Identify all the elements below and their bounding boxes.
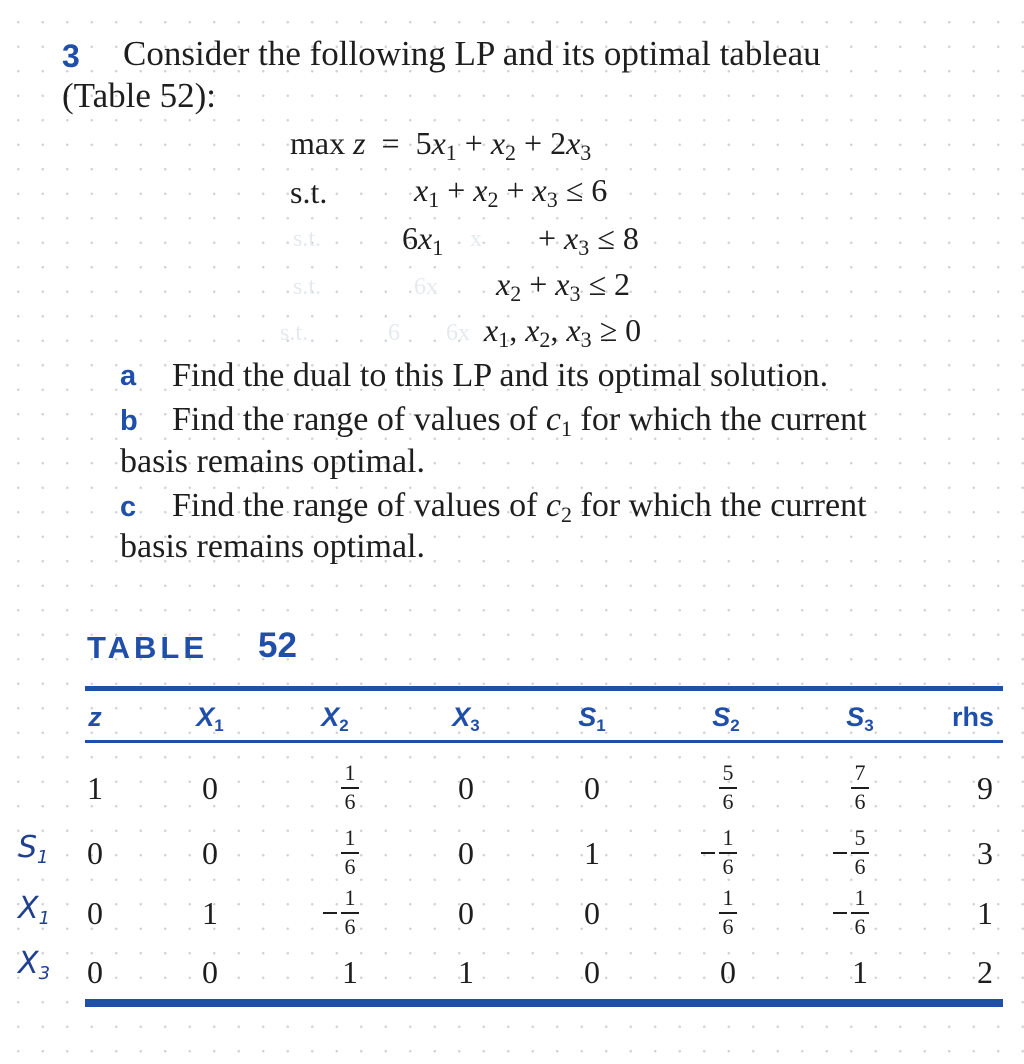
fraction-denominator: 6	[854, 914, 866, 939]
max-label: max	[290, 125, 346, 161]
fraction-numerator: 1	[344, 760, 356, 785]
cell-r4-s3: 1	[852, 954, 868, 990]
faded-label: 6x	[446, 320, 470, 346]
problem-intro-line-2: (Table 52):	[62, 76, 217, 115]
fraction-numerator: 1	[344, 825, 356, 850]
cell-r3-x3: 0	[458, 895, 474, 931]
cell-r2-x1: 0	[202, 835, 218, 871]
cell-r2-x2	[320, 827, 380, 881]
part-a-letter: a	[120, 360, 137, 392]
handwritten-basis-s1: $S_1$	[18, 830, 49, 868]
cell-r1-s1: 0	[584, 770, 600, 806]
cell-r3-x2	[320, 887, 380, 941]
cell-r4-x2: 1	[342, 954, 358, 990]
cell-r1-x3: 0	[458, 770, 474, 806]
faded-label: s.t.	[293, 274, 322, 300]
header-s1: $S_1$	[578, 702, 606, 735]
fraction-denominator: 6	[854, 789, 866, 814]
header-s3: $S_3$	[846, 702, 874, 735]
problem-number: 3	[62, 38, 80, 74]
minus-sign	[833, 912, 847, 914]
header-x3: $X_3$	[452, 702, 480, 735]
fraction-denominator: 6	[854, 854, 866, 879]
minus-sign	[833, 852, 847, 854]
fraction-denominator: 6	[344, 789, 356, 814]
cell-r1-s3	[830, 762, 890, 816]
constraint-3: $x_2 + x_3 \le 2$	[496, 266, 631, 306]
cell-r2-s2	[698, 827, 758, 881]
fraction-denominator: 6	[722, 789, 734, 814]
minus-sign	[323, 912, 337, 914]
cell-r3-s2	[698, 887, 758, 941]
cell-r1-x1: 0	[202, 770, 218, 806]
fraction-numerator: 7	[854, 760, 866, 785]
part-c-text-line-2: basis remains optimal.	[120, 528, 426, 565]
fraction-numerator: 5	[722, 760, 734, 785]
lp-objective: $\max z = 5x_1 + x_2 + 2x_3$	[290, 125, 592, 165]
fraction-numerator: 1	[722, 885, 734, 910]
cell-r4-z: 0	[87, 954, 103, 990]
objective-var: z	[353, 125, 366, 161]
fraction-numerator: 5	[854, 825, 866, 850]
cell-r4-x3: 1	[458, 954, 474, 990]
handwritten-basis-x3: $X_3$	[18, 946, 51, 984]
cell-r1-rhs: 9	[977, 770, 993, 806]
fraction-numerator: 1	[344, 885, 356, 910]
fraction-numerator: 1	[722, 825, 734, 850]
part-c-letter: c	[120, 491, 137, 523]
cell-r1-x2	[320, 762, 380, 816]
cell-r3-s1: 0	[584, 895, 600, 931]
header-z: z	[88, 702, 102, 732]
faded-label: 6	[388, 320, 400, 346]
constraint-2-term-1: $6x_1$	[402, 220, 444, 260]
cell-r3-s3	[830, 887, 890, 941]
faded-label: s.t.	[280, 320, 309, 346]
fraction-denominator: 6	[344, 854, 356, 879]
nonnegativity: $x_1$, $x_2$, $x_3 \ge 0$	[484, 312, 642, 352]
cell-r3-rhs: 1	[977, 895, 993, 931]
table-top-rule	[85, 686, 1003, 691]
cell-r3-x1: 1	[202, 895, 218, 931]
cell-r4-rhs: 2	[977, 954, 993, 990]
header-s2: $S_2$	[712, 702, 740, 735]
cell-r2-z: 0	[87, 835, 103, 871]
part-b-letter: b	[120, 405, 138, 437]
fraction-denominator: 6	[344, 914, 356, 939]
header-rhs: rhs	[952, 702, 995, 732]
header-x2: $X_2$	[321, 702, 349, 735]
cell-r4-x1: 0	[202, 954, 218, 990]
constraint-1: $x_1 + x_2 + x_3 \le 6$	[414, 172, 608, 212]
st-label: s.t.	[290, 174, 328, 210]
part-b-text: Find the range of values of $c_1$ for which the current	[172, 401, 867, 441]
fraction-numerator: 1	[854, 885, 866, 910]
header-x1: $X_1$	[196, 702, 224, 735]
faded-label: x	[470, 226, 482, 252]
problem-intro-line-1: Consider the following LP and its optimal tableau	[123, 34, 821, 73]
fraction-denominator: 6	[722, 914, 734, 939]
cell-r2-s3	[830, 827, 890, 881]
cell-r1-z: 1	[87, 770, 103, 806]
cell-r1-s2	[698, 762, 758, 816]
faded-label: s.t.	[293, 226, 322, 252]
part-a-text: Find the dual to this LP and its optimal solution.	[172, 357, 829, 394]
cell-r2-s1: 1	[584, 835, 600, 871]
fraction-denominator: 6	[722, 854, 734, 879]
part-c-text: Find the range of values of $c_2$ for which the current	[172, 487, 867, 527]
cell-r4-s1: 0	[584, 954, 600, 990]
part-b-text-line-2: basis remains optimal.	[120, 443, 426, 480]
minus-sign	[701, 852, 715, 854]
handwritten-basis-x1: $X_1$	[18, 891, 51, 929]
constraint-2-rest: + $x_3 \le 8$	[538, 220, 639, 260]
table-caption-label: TABLE	[87, 630, 209, 665]
cell-r4-s2: 0	[720, 954, 736, 990]
cell-r2-rhs: 3	[977, 835, 993, 871]
table-header-rule	[85, 740, 1003, 743]
faded-label: 6x	[414, 274, 438, 300]
table-caption-number: 52	[258, 626, 297, 665]
table-bottom-rule	[85, 999, 1003, 1007]
cell-r3-z: 0	[87, 895, 103, 931]
cell-r2-x3: 0	[458, 835, 474, 871]
